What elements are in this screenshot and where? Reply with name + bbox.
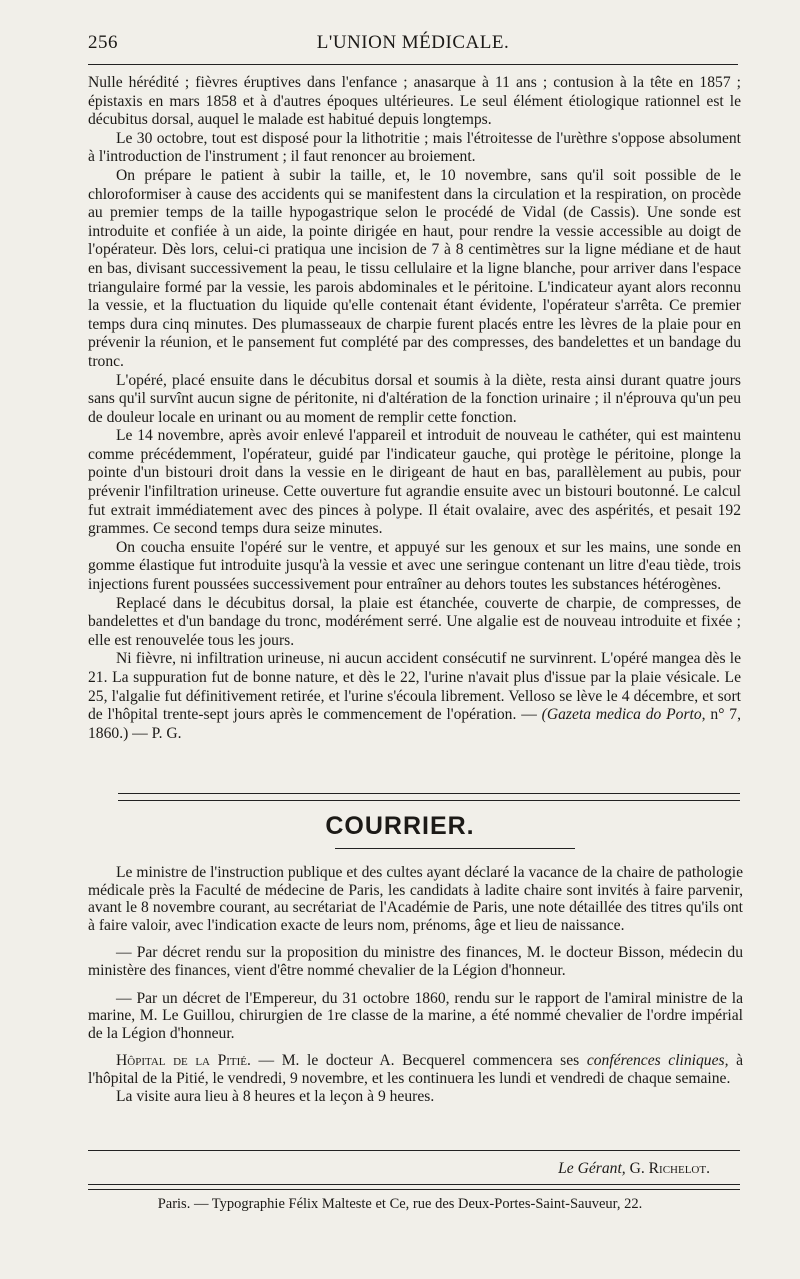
page-header — [88, 32, 738, 58]
signature-name: G. Richelot. — [625, 1160, 710, 1177]
header-rule — [88, 64, 738, 65]
heading-rule — [335, 848, 575, 849]
section-divider — [118, 793, 740, 801]
article-paragraph: Le 30 octobre, tout est disposé pour la lithotritie ; mais l'étroitesse de l'urèthre s'oppose absolument à l'introduction de l'instrument ; il faut renoncer au broiement. — [88, 129, 741, 166]
courrier-paragraph: Le ministre de l'instruction publique et des cultes ayant déclaré la vacance de la chaire de pathologie médicale près la Faculté de médecine de Paris, les candidats à ladite chaire sont invités à faire parvenir, avant le 8 novembre courant, au secrétariat de l'Académie de Paris, une note détaillée des titres qu'ils ont à faire valoir, avec l'indication exacte de leurs nom, prénoms, âge et lieu de naissance. — [88, 864, 743, 934]
signature — [558, 1160, 710, 1178]
article-paragraph: L'opéré, placé ensuite dans le décubitus dorsal et soumis à la diète, resta ainsi durant quatre jours sans qu'il survînt aucun signe de péritonite, ni d'altération de la fonction urinaire ; il n'éprouva qu'un peu de douleur locale en urinant ou au moment de remplir cette fonction. — [88, 371, 741, 426]
article-paragraph-text: Ni fièvre, ni infiltration urineuse, ni aucun accident consécutif ne survinrent. L'opéré mangea dès le 21. La suppuration fut de bonne nature, et dès le 22, l'urine n'avait plus d'issue par la plaie vésicale. Le 25, l'algalie fut définitivement retirée, et l'urine s'écoula librement. Velloso se lève le 4 décembre, et sort de l'hôpital trente-sept jours après le commencement de l'opération. — — [88, 650, 741, 724]
article-paragraph: On prépare le patient à subir la taille, et, le 10 novembre, sans qu'il soit possible de le chloroformiser à cause des accidents qui se manifestent dans la circulation et la respiration, on procède au premier temps de la taille hypogastrique selon le procédé de Vidal (de Cassis). Une sonde est introduite et confiée à un aide, la pointe dirigée en haut, pour rendre la vessie accessible au doigt de l'opérateur. Dès lors, celui-ci pratiqua une incision de 7 à 8 centimètres sur la ligne médiane et de haut en bas, divisant successivement la peau, le tissu cellulaire et la ligne blanche, pour arriver dans l'espace triangulaire formé par la vessie, les parois abdominales et le péritoine. L'indicateur ayant alors reconnu la vessie, et la fluctuation du liquide qu'elle contenait étant évidente, l'opérateur s'arrêta. Ce premier temps dura cinq minutes. Des plumasseaux de charpie furent placés entre les lèvres de la plaie pour en prévenir la réunion, et le pansement fut complété par des compresses, des bandelettes et un bandage du tronc. — [88, 166, 741, 370]
article-body — [88, 74, 741, 743]
article-paragraph: On coucha ensuite l'opéré sur le ventre, et appuyé sur les genoux et sur les mains, une sonde en gomme élastique fut introduite jusqu'à la vessie et avec une seringue contenant un litre d'eau tiède, trois injections furent poussées successivement pour entraîner au dehors toutes les substances hétérogènes. — [88, 538, 741, 594]
pitie-text-em: conférences cliniques, — [586, 1052, 729, 1070]
courrier-heading: COURRIER. — [325, 812, 475, 840]
imprint-rule — [88, 1184, 740, 1190]
courrier-visite: La visite aura lieu à 8 heures et la leçon à 9 heures. — [116, 1087, 435, 1105]
footer-rule — [88, 1150, 740, 1151]
courrier-pitie-paragraph — [88, 1052, 743, 1087]
imprint-line: Paris. — Typographie Félix Malteste et Ce, rue des Deux-Portes-Saint-Sauveur, 22. — [157, 1196, 643, 1212]
article-paragraph: Le 14 novembre, après avoir enlevé l'appareil et introduit de nouveau le cathéter, qui est maintenu comme précédemment, l'opérateur, guidé par l'indicateur gauche, qui protège le péritoine, plonge la pointe d'un bistouri droit dans la vessie en le dirigeant de haut en bas, parallèlement au pubis, pour prévenir l'infiltration urineuse. Cette ouverture fut agrandie ensuite avec un bistouri boutonné. Le calcul fut extrait immédiatement avec des pinces à polype. Il était ovalaire, avec des aspérités, et pesait 192 grammes. Ce second temps dura seize minutes. — [88, 427, 741, 538]
article-paragraph: Nulle hérédité ; fièvres éruptives dans l'enfance ; anasarque à 11 ans ; contusion à la tête en 1857 ; épistaxis en mars 1858 et à d'autres époques ultérieures. Le seul élément étiologique rationnel est le décubitus dorsal, auquel le malade est habitué depuis longtemps. — [88, 74, 741, 129]
signature-role: Le Gérant, — [558, 1160, 626, 1177]
article-last-paragraph — [88, 650, 741, 743]
courrier-paragraph: — Par décret rendu sur la proposition du ministre des finances, M. le docteur Bisson, médecin du ministère des finances, vient d'être nommé chevalier de la Légion d'honneur. — [88, 944, 743, 979]
citation-rest: n° 7, 1860.) — P. G. — [88, 706, 741, 742]
citation-source: (Gazeta medica do Porto, — [541, 706, 706, 724]
courrier-paragraph: — Par un décret de l'Empereur, du 31 octobre 1860, rendu sur le rapport de l'amiral ministre de la marine, M. Le Guillou, chirurgien de 1re classe de la marine, a été nommé chevalier de l'ordre impérial de la Légion d'honneur. — [88, 989, 743, 1042]
pitie-text-b: à l'hôpital de la Pitié, le vendredi, 9 novembre, et les continuera les lundi et vendredi de chaque semaine. — [88, 1052, 744, 1087]
page-number: 256 — [88, 32, 118, 53]
journal-title: L'UNION MÉDICALE. — [316, 32, 510, 53]
pitie-text-a: — M. le docteur A. Becquerel commencera ses — [250, 1052, 587, 1070]
article-paragraph: Replacé dans le décubitus dorsal, la plaie est étanchée, couverte de charpie, de compresses, de bandelettes et d'un bandage du tronc, modérément serré. Une algalie est de nouveau introduite et fixée ; elle est renouvelée tous les jours. — [88, 594, 741, 649]
pitie-label: Hôpital de la Pitié. — [116, 1052, 251, 1070]
courrier-section — [88, 864, 743, 1115]
